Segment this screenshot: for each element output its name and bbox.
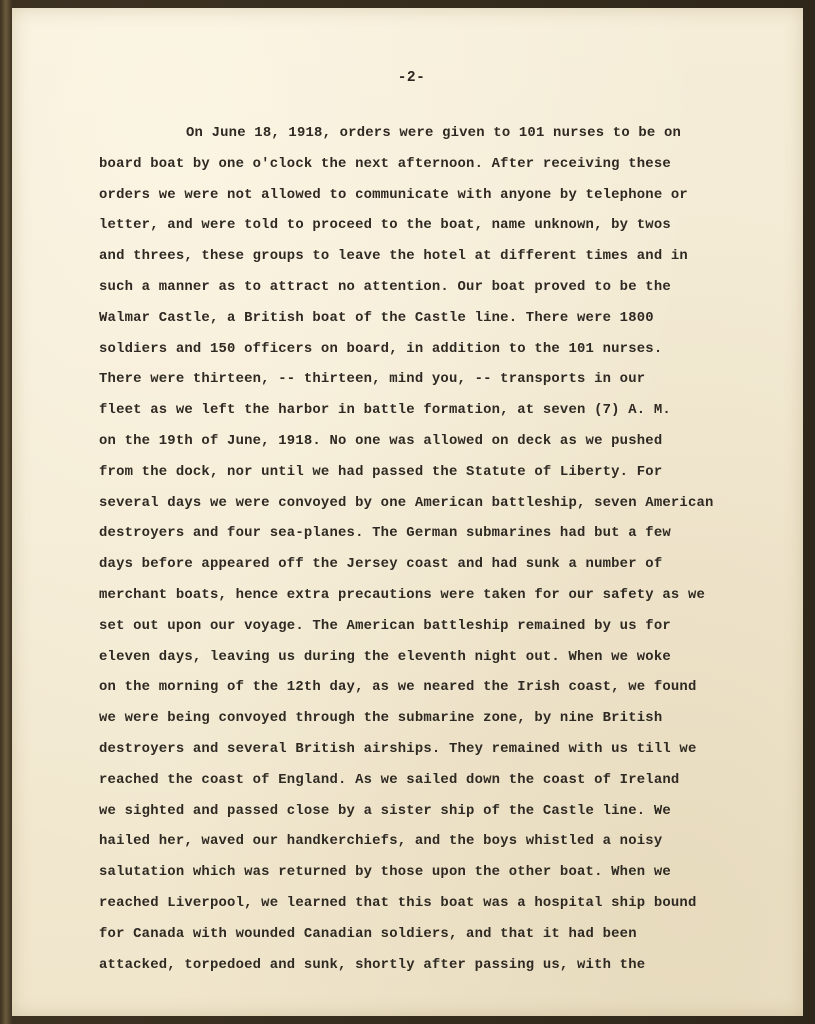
text-line: on the morning of the 12th day, as we neared the Irish coast, we found	[99, 679, 697, 696]
text-line: fleet as we left the harbor in battle formation, at seven (7) A. M.	[99, 402, 671, 419]
text-line: On June 18, 1918, orders were given to 101 nurses to be on	[186, 125, 682, 141]
text-line: salutation which was returned by those upon the other boat. When we	[99, 864, 671, 881]
text-line: There were thirteen, -- thirteen, mind you, -- transports in our	[99, 371, 646, 388]
text-line: soldiers and 150 officers on board, in addition to the 101 nurses.	[99, 340, 663, 357]
text-line: reached the coast of England. As we sailed down the coast of Ireland	[99, 771, 680, 788]
body-text	[99, 118, 789, 980]
text-line: set out upon our voyage. The American battleship remained by us for	[99, 617, 671, 634]
text-line: such a manner as to attract no attention. Our boat proved to be the	[99, 278, 671, 295]
text-line: from the dock, nor until we had passed the Statute of Liberty. For	[99, 463, 663, 480]
text-line: letter, and were told to proceed to the boat, name unknown, by twos	[99, 217, 671, 234]
text-line: destroyers and several British airships. They remained with us till we	[99, 740, 697, 757]
text-line: for Canada with wounded Canadian soldiers, and that it had been	[99, 925, 637, 942]
text-line: merchant boats, hence extra precautions were taken for our safety as we	[99, 586, 706, 603]
text-line: several days we were convoyed by one American battleship, seven American	[99, 494, 714, 511]
text-line: days before appeared off the Jersey coast and had sunk a number of	[99, 556, 663, 573]
text-line: we were being convoyed through the submarine zone, by nine British	[99, 710, 663, 727]
text-line: hailed her, waved our handkerchiefs, and the boys whistled a noisy	[99, 833, 663, 850]
text-line: eleven days, leaving us during the eleventh night out. When we woke	[99, 648, 671, 665]
text-line: on the 19th of June, 1918. No one was allowed on deck as we pushed	[99, 432, 663, 449]
text-line: reached Liverpool, we learned that this boat was a hospital ship bound	[99, 894, 697, 911]
text-line: orders we were not allowed to communicate with anyone by telephone or	[99, 186, 688, 203]
text-line: attacked, torpedoed and sunk, shortly after passing us, with the	[99, 956, 646, 973]
text-line: and threes, these groups to leave the hotel at different times and in	[99, 248, 688, 265]
page-number: -2-	[397, 70, 426, 86]
text-line: we sighted and passed close by a sister ship of the Castle line. We	[99, 802, 671, 819]
text-line: destroyers and four sea-planes. The German submarines had but a few	[99, 525, 671, 542]
text-line: board boat by one o'clock the next afternoon. After receiving these	[99, 155, 671, 172]
typed-page	[12, 8, 803, 1016]
text-line: Walmar Castle, a British boat of the Castle line. There were 1800	[99, 309, 654, 326]
